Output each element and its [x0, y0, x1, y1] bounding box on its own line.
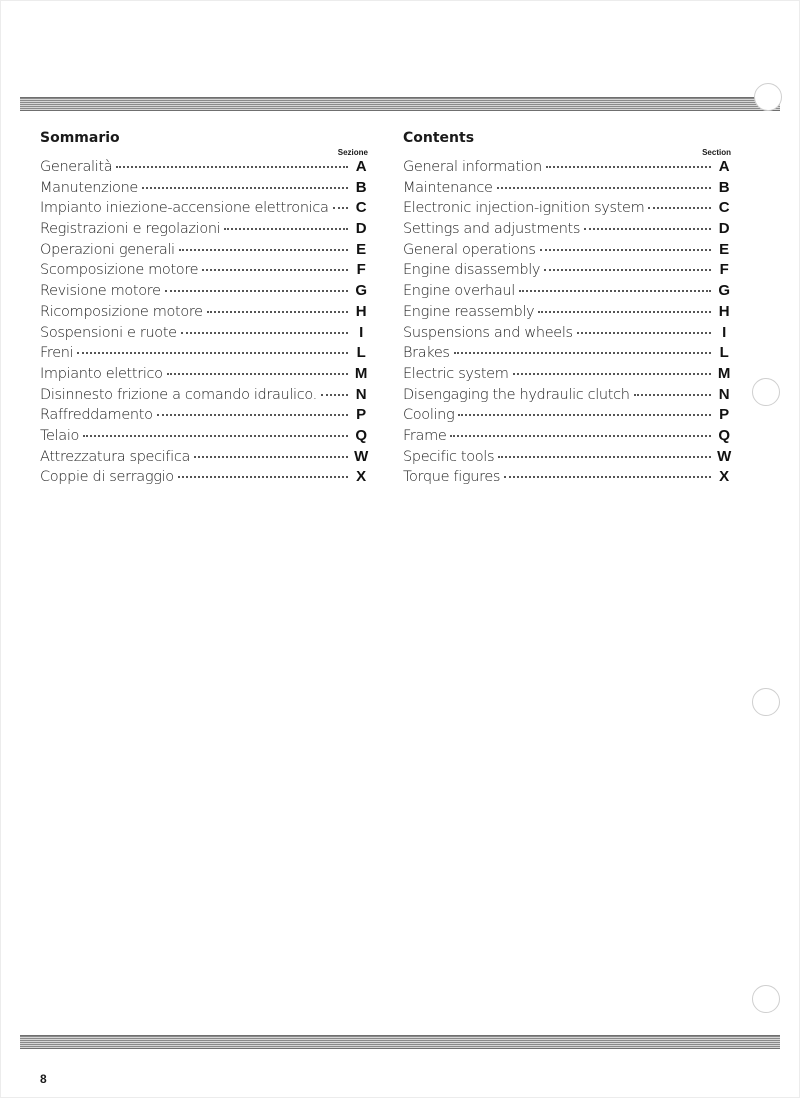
toc-entry-title: Impianto elettrico — [40, 365, 163, 382]
english-section-label: Section — [702, 148, 731, 157]
dot-leader — [540, 249, 711, 251]
italian-contents — [40, 128, 370, 486]
toc-entry-title: Disinnesto frizione a comando idraulico. — [40, 386, 317, 403]
toc-entry[interactable] — [40, 282, 370, 303]
toc-entry-title: Attrezzatura specifica — [40, 448, 191, 465]
italian-entry-list — [40, 158, 370, 489]
toc-entry-title: Engine disassembly — [403, 262, 541, 279]
section-letter: L — [356, 344, 366, 362]
section-letter: H — [718, 302, 730, 320]
toc-entry-title: Sospensioni e ruote — [40, 324, 177, 341]
english-contents — [403, 128, 733, 486]
section-letter: C — [355, 199, 367, 217]
toc-entry-title: Registrazioni e regolazioni — [40, 221, 221, 238]
section-letter: P — [719, 406, 729, 424]
dot-leader — [179, 249, 348, 251]
toc-entry-title: Electronic injection-ignition system — [403, 200, 645, 217]
section-letter: M — [717, 364, 731, 382]
toc-entry[interactable] — [403, 468, 733, 489]
dot-leader — [77, 352, 348, 354]
binder-hole-4 — [752, 985, 780, 1013]
toc-entry[interactable] — [40, 324, 370, 345]
dot-leader — [634, 394, 711, 396]
section-letter: N — [718, 385, 730, 403]
toc-entry-title: Freni — [40, 345, 74, 362]
toc-entry[interactable] — [403, 344, 733, 365]
dot-leader — [546, 166, 711, 168]
dot-leader — [167, 373, 348, 375]
toc-entry[interactable] — [40, 179, 370, 200]
binder-hole-top — [754, 83, 782, 111]
toc-entry[interactable] — [40, 468, 370, 489]
toc-entry-title: Suspensions and wheels — [403, 324, 573, 341]
toc-entry-title: Maintenance — [403, 179, 493, 196]
dot-leader — [497, 187, 711, 189]
toc-entry[interactable] — [403, 179, 733, 200]
dot-leader — [544, 269, 711, 271]
section-letter: W — [354, 447, 368, 465]
section-letter: N — [355, 385, 367, 403]
dot-leader — [202, 269, 348, 271]
dot-leader — [207, 311, 348, 313]
toc-entry-title: Settings and adjustments — [403, 221, 581, 238]
section-letter: F — [719, 261, 729, 279]
dot-leader — [116, 166, 348, 168]
toc-entry-title: Ricomposizione motore — [40, 303, 203, 320]
italian-heading: Sommario — [40, 130, 120, 146]
toc-entry-title: Torque figures — [403, 469, 501, 486]
dot-leader — [178, 476, 348, 478]
dot-leader — [458, 414, 711, 416]
toc-entry[interactable] — [40, 365, 370, 386]
toc-entry[interactable] — [403, 220, 733, 241]
dot-leader — [648, 207, 711, 209]
toc-entry[interactable] — [403, 199, 733, 220]
toc-entry[interactable] — [40, 427, 370, 448]
toc-entry[interactable] — [403, 282, 733, 303]
dot-leader — [157, 414, 348, 416]
toc-entry-title: Engine overhaul — [403, 283, 515, 300]
toc-entry[interactable] — [40, 261, 370, 282]
section-letter: X — [719, 468, 729, 486]
toc-entry-title: Brakes — [403, 345, 450, 362]
toc-entry-title: Specific tools — [403, 448, 495, 465]
dot-leader — [519, 290, 711, 292]
dot-leader — [165, 290, 348, 292]
dot-leader — [333, 207, 349, 209]
toc-entry-title: Electric system — [403, 365, 509, 382]
section-letter: L — [719, 344, 729, 362]
toc-entry[interactable] — [403, 241, 733, 262]
toc-entry[interactable] — [40, 199, 370, 220]
italian-section-label: Sezione — [337, 148, 368, 157]
binder-hole-2 — [752, 378, 780, 406]
dot-leader — [454, 352, 711, 354]
dot-leader — [321, 394, 348, 396]
section-letter: Q — [718, 426, 730, 444]
english-entry-list — [403, 158, 733, 489]
top-rule — [20, 97, 780, 111]
dot-leader — [538, 311, 711, 313]
toc-entry-title: Disengaging the hydraulic clutch — [403, 386, 630, 403]
page-number: 8 — [40, 1072, 47, 1086]
dot-leader — [450, 435, 711, 437]
section-letter: G — [355, 282, 367, 300]
toc-entry[interactable] — [40, 344, 370, 365]
toc-entry[interactable] — [40, 158, 370, 179]
section-letter: G — [718, 282, 730, 300]
section-letter: X — [356, 468, 366, 486]
toc-entry-title: Revisione motore — [40, 283, 161, 300]
toc-entry-title: Telaio — [40, 427, 80, 444]
toc-entry-title: Frame — [403, 427, 447, 444]
section-letter: M — [354, 364, 368, 382]
dot-leader — [577, 332, 711, 334]
toc-entry-title: Coppie di serraggio — [40, 469, 174, 486]
section-letter: E — [356, 240, 366, 258]
toc-entry-title: Generalità — [40, 159, 113, 175]
toc-entry[interactable] — [40, 406, 370, 427]
toc-entry[interactable] — [403, 158, 733, 179]
toc-entry[interactable] — [403, 448, 733, 469]
dot-leader — [504, 476, 711, 478]
section-letter: D — [718, 220, 730, 238]
dot-leader — [584, 228, 711, 230]
toc-entry-title: Manutenzione — [40, 179, 138, 196]
toc-entry-title: Operazioni generali — [40, 241, 175, 258]
toc-entry[interactable] — [403, 427, 733, 448]
dot-leader — [224, 228, 348, 230]
toc-entry-title: Scomposizione motore — [40, 262, 199, 279]
binder-hole-3 — [752, 688, 780, 716]
section-letter: I — [359, 323, 363, 341]
section-letter: I — [722, 323, 726, 341]
english-heading: Contents — [403, 130, 475, 146]
toc-entry-title: Impianto iniezione-accensione elettronica — [40, 200, 329, 217]
toc-entry-title: Cooling — [403, 407, 455, 424]
toc-entry[interactable] — [403, 303, 733, 324]
toc-entry[interactable] — [403, 365, 733, 386]
toc-entry[interactable] — [40, 220, 370, 241]
toc-entry[interactable] — [403, 386, 733, 407]
section-letter: H — [355, 302, 367, 320]
section-letter: C — [718, 199, 730, 217]
section-letter: W — [717, 447, 731, 465]
toc-entry[interactable] — [40, 241, 370, 262]
section-letter: A — [355, 158, 367, 175]
toc-entry[interactable] — [403, 261, 733, 282]
dot-leader — [83, 435, 348, 437]
toc-entry[interactable] — [403, 324, 733, 345]
dot-leader — [181, 332, 348, 334]
bottom-rule — [20, 1035, 780, 1049]
section-letter: Q — [355, 426, 367, 444]
toc-entry-title: Engine reassembly — [403, 303, 535, 320]
toc-entry-title: General information — [403, 159, 542, 175]
section-letter: A — [718, 158, 730, 175]
dot-leader — [142, 187, 348, 189]
toc-entry-title: General operations — [403, 241, 536, 258]
dot-leader — [498, 456, 711, 458]
dot-leader — [194, 456, 348, 458]
toc-entry[interactable] — [40, 386, 370, 407]
section-letter: B — [355, 178, 367, 196]
dot-leader — [513, 373, 711, 375]
section-letter: D — [355, 220, 367, 238]
section-letter: E — [719, 240, 729, 258]
section-letter: B — [718, 178, 730, 196]
toc-entry[interactable] — [40, 448, 370, 469]
toc-entry[interactable] — [403, 406, 733, 427]
toc-entry-title: Raffreddamento — [40, 407, 153, 424]
toc-entry[interactable] — [40, 303, 370, 324]
section-letter: F — [356, 261, 366, 279]
section-letter: P — [356, 406, 366, 424]
